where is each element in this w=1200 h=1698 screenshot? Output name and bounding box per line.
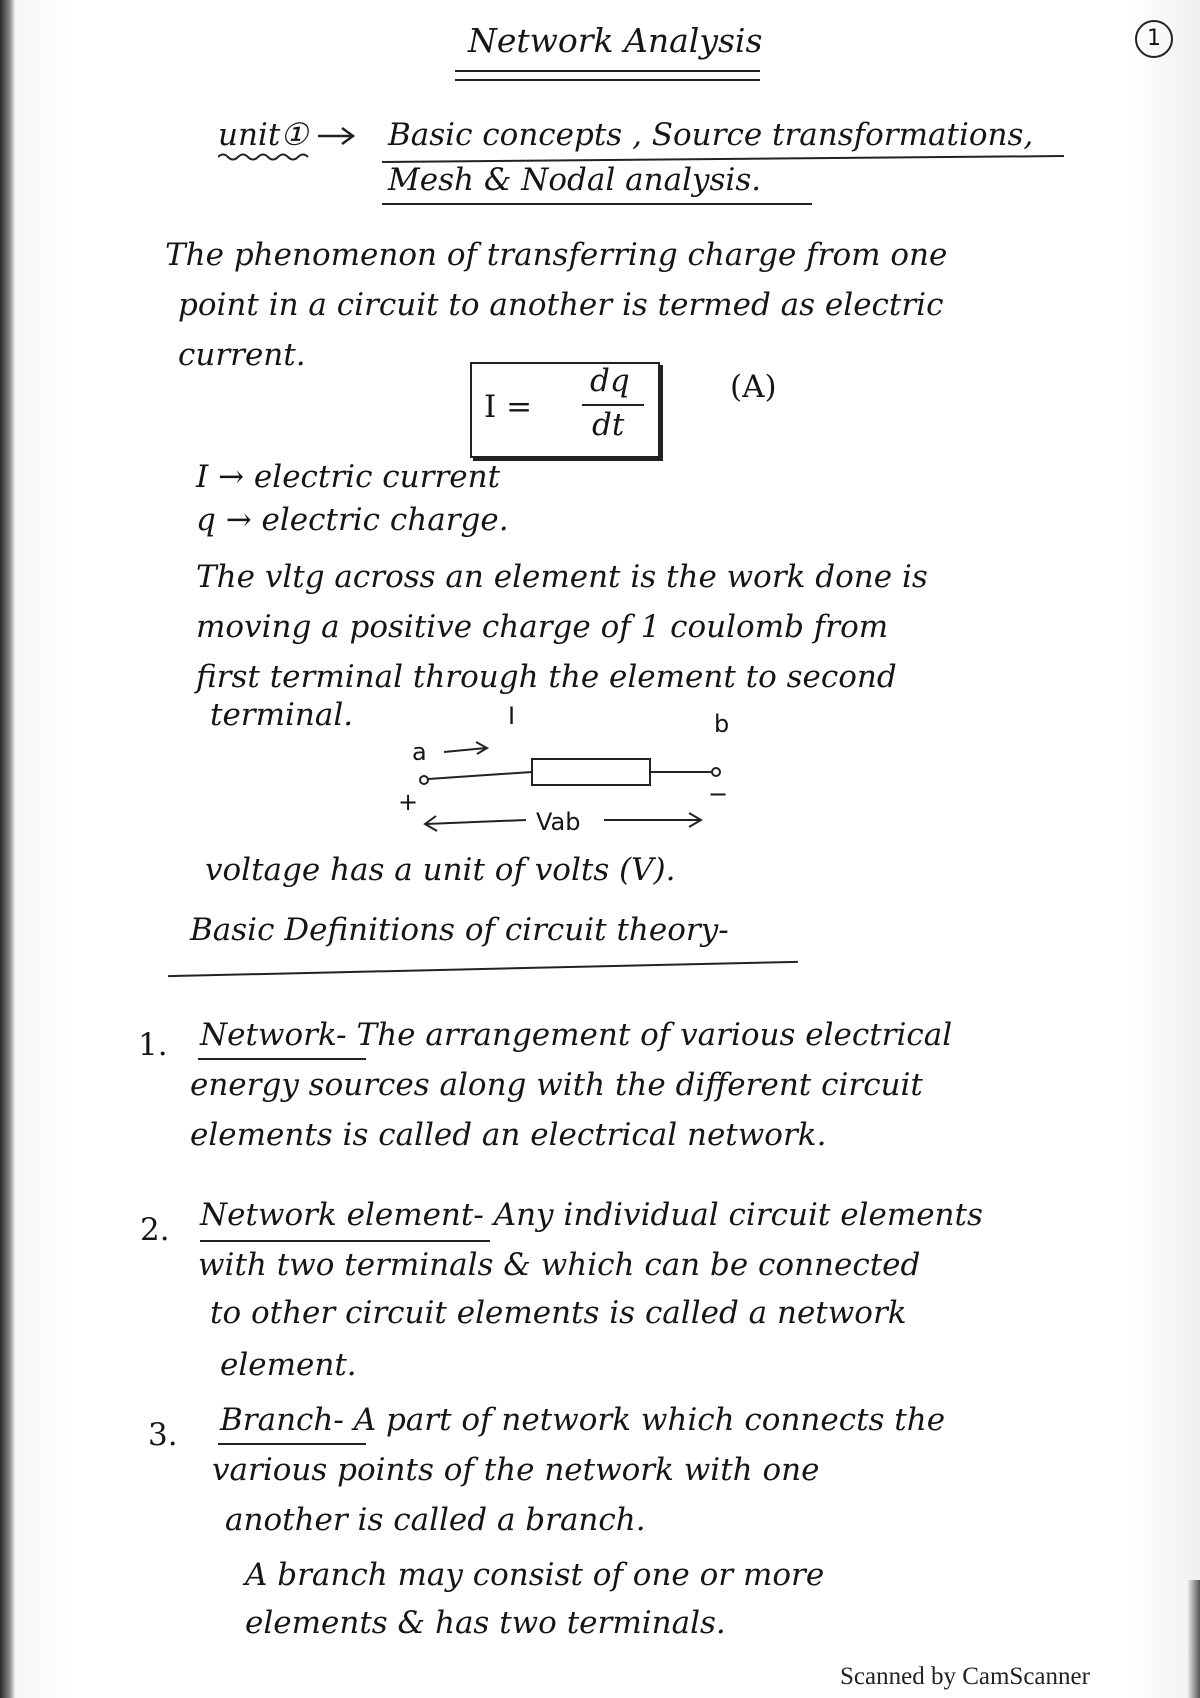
- arrow-right-icon: [318, 126, 356, 146]
- unit-topics-underline-2: [382, 203, 812, 205]
- definition-term-network-element: [200, 1197, 983, 1233]
- definition-text: Any individual circuit elements: [493, 1197, 983, 1233]
- scan-edge-shadow: [0, 0, 16, 1698]
- definition-term: Network element-: [200, 1197, 484, 1233]
- term-underline: [218, 1443, 366, 1445]
- voltage-definition-line: The vltg across an element is the work done is: [196, 559, 928, 595]
- definition-number: 1.: [138, 1027, 168, 1063]
- unit-label: unit①: [218, 117, 309, 153]
- symbol-definition: q → electric charge.: [196, 502, 509, 538]
- definition-text: elements & has two terminals.: [245, 1605, 726, 1641]
- definition-term: Branch-: [220, 1402, 344, 1438]
- voltage-definition-line: terminal.: [210, 697, 354, 733]
- unit-wavy-underline: [218, 152, 310, 162]
- definition-number: 3.: [148, 1417, 178, 1453]
- circuit-node-b-label: b: [714, 710, 730, 738]
- title-underline-second: [455, 79, 760, 81]
- definition-text: with two terminals & which can be connected: [198, 1247, 921, 1283]
- definition-text: A branch may consist of one or more: [245, 1557, 825, 1593]
- circuit-current-label: I: [508, 702, 516, 730]
- scan-edge-shadow-right: [1186, 1580, 1200, 1698]
- definition-term: Network-: [200, 1017, 347, 1053]
- definition-text: element.: [220, 1347, 357, 1383]
- term-underline: [198, 1058, 366, 1060]
- definition-term-network: [200, 1017, 953, 1053]
- circuit-element-diagram: [396, 702, 776, 842]
- voltage-definition-line: moving a positive charge of 1 coulomb from: [196, 609, 889, 645]
- voltage-unit-note: voltage has a unit of volts (V).: [205, 852, 676, 888]
- fraction-bar: [582, 404, 644, 406]
- current-definition-line: point in a circuit to another is termed as electric: [178, 287, 944, 323]
- equation-numerator: dq: [590, 363, 630, 399]
- definitions-heading: Basic Definitions of circuit theory-: [190, 912, 729, 948]
- definition-text: energy sources along with the different circuit: [190, 1067, 923, 1103]
- current-definition-line: current.: [178, 337, 306, 373]
- definitions-heading-underline: [168, 961, 798, 977]
- voltage-arrow-left: [426, 820, 526, 824]
- wire-left: [428, 772, 532, 779]
- scanner-watermark: Scanned by CamScanner: [840, 1663, 1090, 1690]
- resistor-element: [532, 759, 650, 785]
- circuit-node-a-label: a: [412, 738, 427, 766]
- circuit-plus-sign: +: [398, 788, 419, 816]
- definition-number: 2.: [140, 1212, 170, 1248]
- page-title: Network Analysis: [468, 21, 763, 60]
- definition-text: another is called a branch.: [225, 1502, 646, 1538]
- current-definition-line: The phenomenon of transferring charge from one: [165, 237, 948, 273]
- terminal-b: [712, 768, 720, 776]
- voltage-definition-line: first terminal through the element to second: [196, 659, 897, 695]
- definition-text: The arrangement of various electrical: [356, 1017, 953, 1053]
- terminal-a: [420, 776, 428, 784]
- circuit-voltage-label: Vab: [536, 808, 581, 836]
- definition-term-branch: [220, 1402, 946, 1438]
- equation-unit: (A): [730, 369, 777, 405]
- definition-text: to other circuit elements is called a network: [210, 1295, 907, 1331]
- symbol-definition: I → electric current: [196, 459, 501, 495]
- page-number: 1: [1135, 20, 1173, 58]
- equation-lhs: I =: [484, 389, 533, 425]
- title-underline: [455, 70, 760, 72]
- term-underline: [200, 1240, 490, 1242]
- definition-text: A part of network which connects the: [353, 1402, 946, 1438]
- unit-topics-line-1: Basic concepts , Source transformations,: [388, 117, 1034, 153]
- unit-topics-line-2: Mesh & Nodal analysis.: [388, 162, 762, 198]
- circuit-minus-sign: −: [708, 780, 729, 808]
- definition-text: elements is called an electrical network.: [190, 1117, 827, 1153]
- equation-denominator: dt: [592, 407, 625, 443]
- definition-text: various points of the network with one: [212, 1452, 820, 1488]
